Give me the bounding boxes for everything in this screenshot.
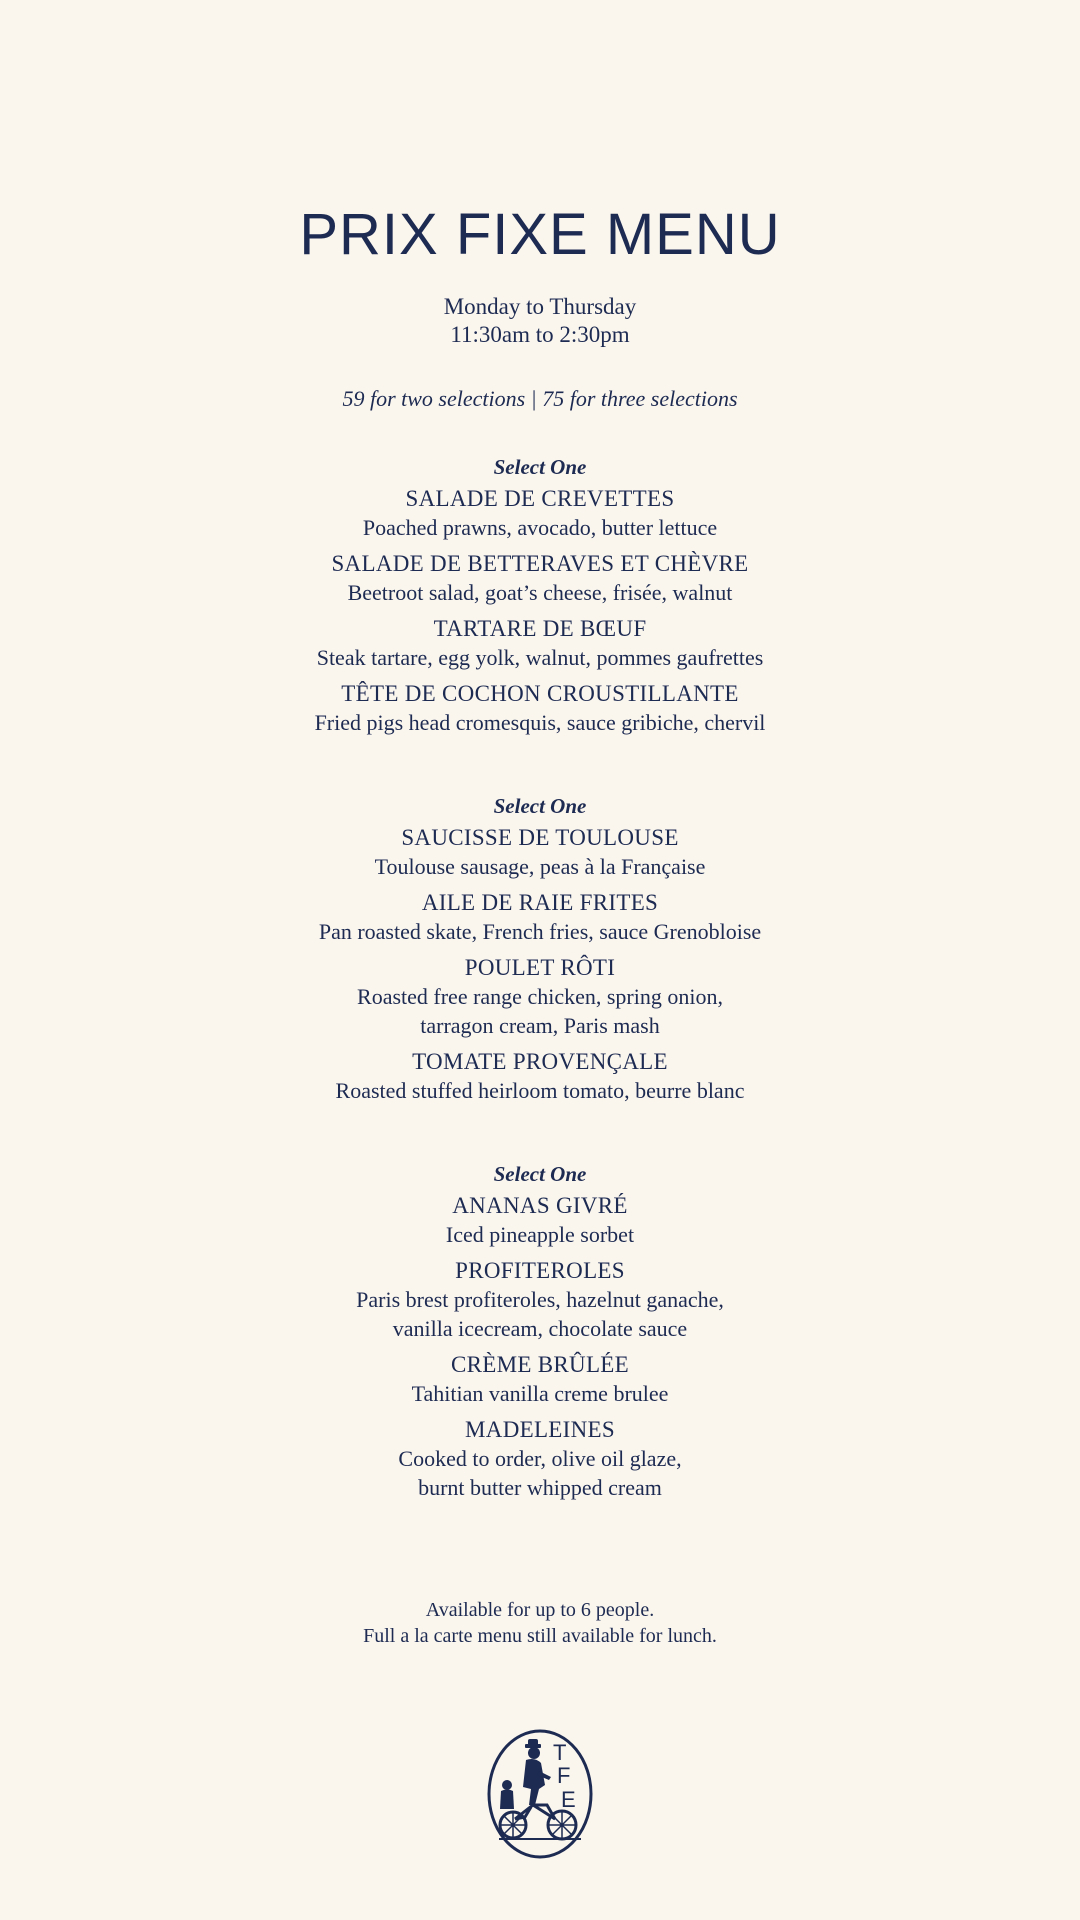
footer-line-2: Full a la carte menu still available for lunch. xyxy=(363,1625,717,1647)
page-title: PRIX FIXE MENU xyxy=(299,202,781,267)
item-name: SALADE DE BETTERAVES ET CHÈVRE xyxy=(331,551,749,576)
item-name: TÊTE DE COCHON CROUSTILLANTE xyxy=(341,681,739,706)
menu-item xyxy=(0,615,1080,672)
service-time: 11:30am to 2:30pm xyxy=(450,322,630,347)
footer-note xyxy=(0,1597,1080,1649)
item-name: CRÈME BRÛLÉE xyxy=(450,1352,630,1377)
menu-item xyxy=(0,1351,1080,1408)
footer-line-1: Available for up to 6 people. xyxy=(425,1599,655,1621)
item-name: MADELEINES xyxy=(465,1417,615,1442)
item-description: Toulouse sausage, peas à la Française xyxy=(374,854,706,879)
item-description: Poached prawns, avocado, butter lettuce xyxy=(362,515,718,540)
item-name: TOMATE PROVENÇALE xyxy=(412,1049,668,1074)
menu-item xyxy=(0,1257,1080,1343)
item-description: Steak tartare, egg yolk, walnut, pommes gaufrettes xyxy=(316,645,764,670)
service-days: Monday to Thursday xyxy=(443,294,637,319)
item-description: Roasted stuffed heirloom tomato, beurre blanc xyxy=(335,1078,745,1103)
service-hours xyxy=(0,293,1080,349)
item-description: Cooked to order, olive oil glaze, burnt butter whipped cream xyxy=(398,1446,682,1500)
section-mains xyxy=(0,792,1080,1113)
item-name: SAUCISSE DE TOULOUSE xyxy=(401,825,679,850)
bike-wheels xyxy=(500,1811,576,1839)
menu-item xyxy=(0,1192,1080,1249)
item-name: ANANAS GIVRÉ xyxy=(452,1193,628,1218)
cyclist-logo-icon xyxy=(485,1727,595,1861)
menu-item xyxy=(0,824,1080,881)
item-description: Paris brest profiteroles, hazelnut ganache, vanilla icecream, chocolate sauce xyxy=(356,1287,724,1341)
menu-item xyxy=(0,1416,1080,1502)
menu-item xyxy=(0,550,1080,607)
item-description: Pan roasted skate, French fries, sauce Grenobloise xyxy=(318,919,762,944)
select-label: Select One xyxy=(493,1162,587,1186)
select-label: Select One xyxy=(493,455,587,479)
menu-item xyxy=(0,954,1080,1040)
section-desserts xyxy=(0,1160,1080,1510)
menu-item xyxy=(0,485,1080,542)
rider-silhouette xyxy=(500,1739,555,1819)
logo-letter-t: T xyxy=(553,1740,567,1765)
menu-item xyxy=(0,1048,1080,1105)
item-name: AILE DE RAIE FRITES xyxy=(421,890,659,915)
select-label: Select One xyxy=(493,794,587,818)
section-starters xyxy=(0,453,1080,745)
item-description: Fried pigs head cromesquis, sauce gribiche, chervil xyxy=(314,710,766,735)
item-description: Beetroot salad, goat’s cheese, frisée, walnut xyxy=(347,580,733,605)
item-name: SALADE DE CREVETTES xyxy=(405,486,675,511)
item-description: Tahitian vanilla creme brulee xyxy=(411,1381,669,1406)
logo-letter-f: F xyxy=(557,1763,571,1788)
pricing-line: 59 for two selections | 75 for three selections xyxy=(342,386,738,411)
item-name: TARTARE DE BŒUF xyxy=(433,616,647,641)
menu-item xyxy=(0,680,1080,737)
logo-letter-e: E xyxy=(561,1787,576,1812)
item-name: PROFITEROLES xyxy=(455,1258,625,1283)
menu-item xyxy=(0,889,1080,946)
item-description: Iced pineapple sorbet xyxy=(445,1222,635,1247)
item-name: POULET RÔTI xyxy=(464,955,616,980)
item-description: Roasted free range chicken, spring onion, tarragon cream, Paris mash xyxy=(357,984,723,1038)
